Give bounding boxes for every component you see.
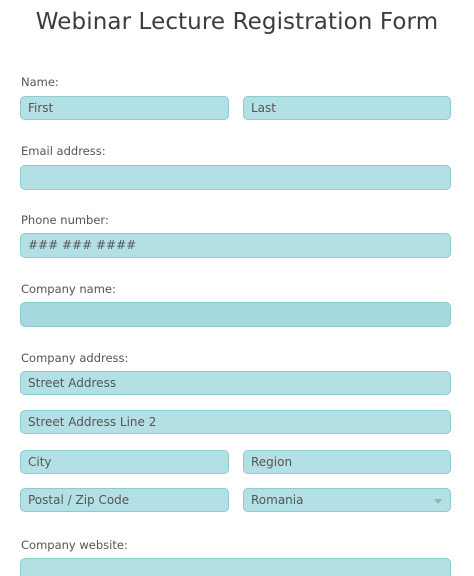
postal-code-placeholder: Postal / Zip Code: [28, 493, 130, 507]
company-address-label: Company address:: [21, 351, 129, 365]
first-name-placeholder: First: [28, 101, 54, 115]
city-input[interactable]: [20, 450, 229, 474]
region-input[interactable]: [243, 450, 451, 474]
phone-placeholder: ### ### ####: [28, 238, 137, 252]
last-name-input[interactable]: [243, 96, 451, 120]
phone-input[interactable]: [20, 233, 451, 258]
city-placeholder: City: [28, 455, 52, 469]
street-address-input[interactable]: [20, 371, 451, 395]
region-placeholder: Region: [251, 455, 293, 469]
postal-code-input[interactable]: [20, 488, 229, 512]
chevron-down-icon: [434, 499, 442, 504]
company-website-label: Company website:: [21, 538, 128, 552]
company-name-input[interactable]: [20, 302, 451, 327]
country-selected-value: Romania: [251, 493, 304, 507]
last-name-placeholder: Last: [251, 101, 276, 115]
email-label: Email address:: [21, 144, 106, 158]
phone-label: Phone number:: [21, 213, 109, 227]
email-input[interactable]: [20, 165, 451, 190]
company-website-input[interactable]: [20, 558, 451, 576]
street-address-line2-placeholder: Street Address Line 2: [28, 415, 157, 429]
country-select[interactable]: [243, 488, 451, 512]
form-title: Webinar Lecture Registration Form: [35, 9, 439, 35]
name-label: Name:: [21, 75, 59, 89]
company-name-label: Company name:: [21, 282, 116, 296]
first-name-input[interactable]: [20, 96, 229, 120]
street-address-placeholder: Street Address: [28, 376, 117, 390]
street-address-line2-input[interactable]: [20, 410, 451, 434]
